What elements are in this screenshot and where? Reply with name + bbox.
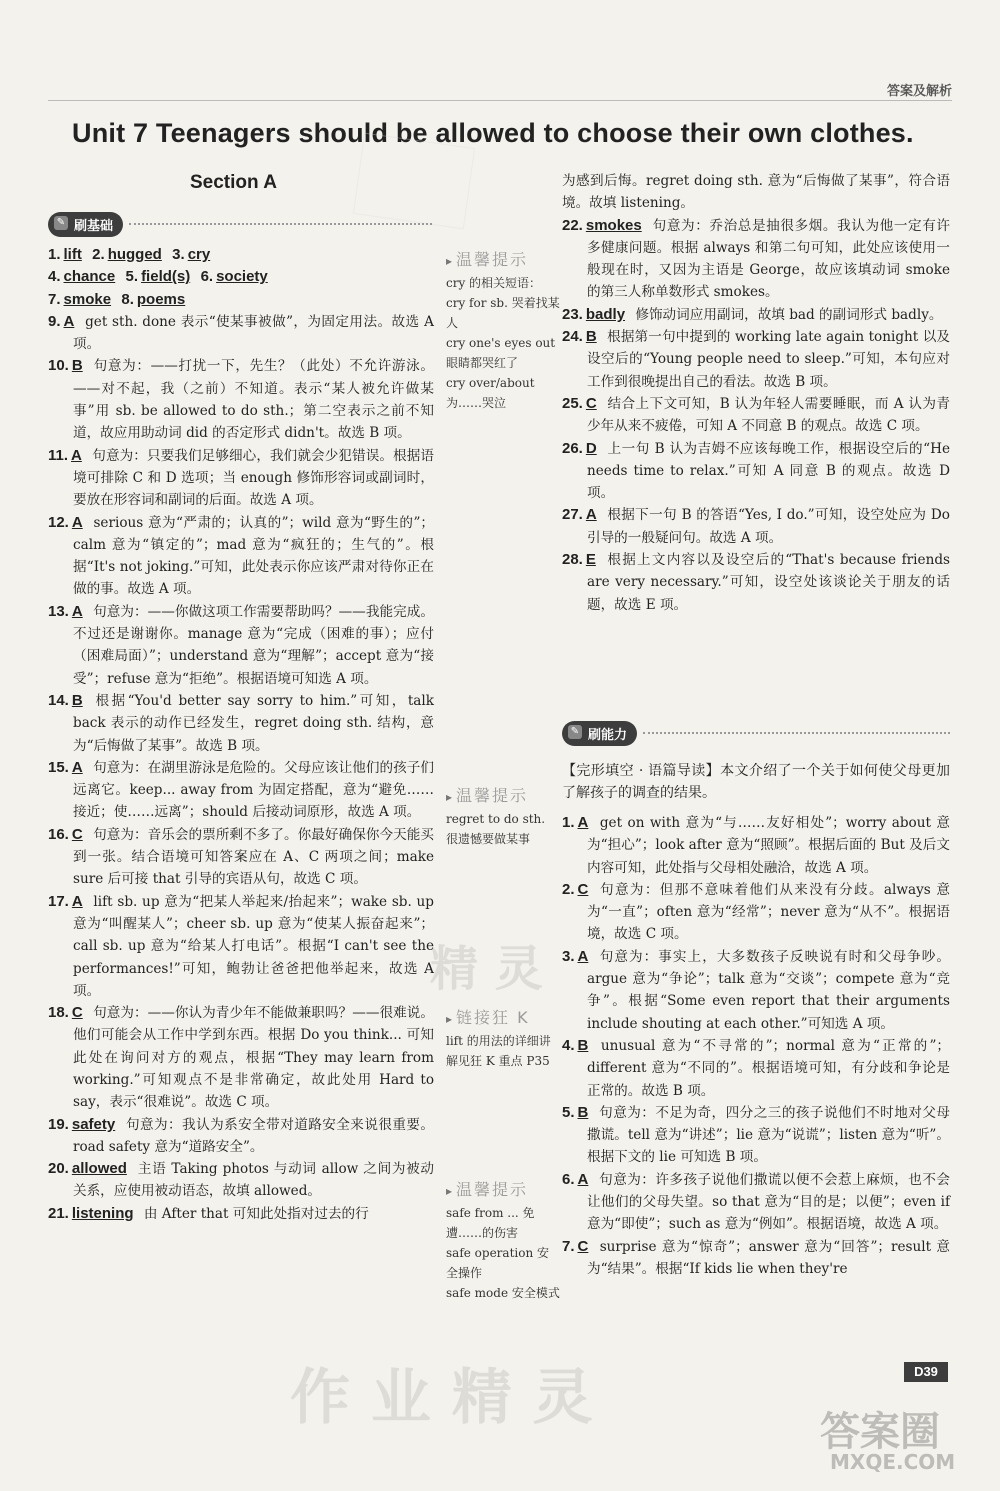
answer-item: 4. B unusual 意为“不寻常的”；normal 意为“正常的”；different 意为“不同的”。根据语境可知，有分歧和争论是正常的。故选 B 项。 <box>562 1036 950 1099</box>
badge-ability <box>562 720 950 746</box>
tip-line: cry over/about 为……哭泣 <box>446 376 535 410</box>
answer-item: 11. A 句意为：只要我们足够细心，我们就会少犯错误。根据语境可排除 C 和 D 选项；当 enough 修饰形容词或副词时，要放在形容词和副词的后面。故选 A 项。 <box>48 446 434 509</box>
cloze-intro <box>562 760 950 805</box>
pen-icon: ✎ <box>54 216 68 230</box>
dotted-rule <box>129 223 432 225</box>
tip-line: safe operation 安全操作 <box>446 1246 549 1280</box>
dotted-rule <box>643 732 950 734</box>
running-header: 答案及解析 <box>886 84 952 99</box>
badge-basic <box>48 211 432 237</box>
answer-item: 7. C surprise 意为“惊奇”；answer 意为“回答”；result 意为“结果”。根据“If kids lie when they're <box>562 1237 950 1277</box>
left-column <box>48 244 434 1225</box>
answer-item: 25. C 结合上下文可知，B 认为年轻人需要睡眠，而 A 认为青少年从来不疲倦，可知 A 不同意 B 的观点。故选 C 项。 <box>562 394 950 435</box>
watermark-logo: 作 业 精 灵 <box>290 1363 593 1433</box>
answer-item: 2. C 句意为：但那不意味着他们从来没有分歧。always 意为“一直”；often 意为“经常”；never 意为“从不”。根据语境，故选 C 项。 <box>562 880 950 943</box>
tip-line: regret to do sth. 很遗憾要做某事 <box>446 812 546 846</box>
watermark-logo: 精 灵 <box>430 941 543 997</box>
tip-box-2 <box>446 786 560 849</box>
answer-item: 27. A 根据下一句 B 的答语“Yes, I do.”可知，设空处应为 Do 引导的一般疑问句。故选 A 项。 <box>562 506 950 546</box>
section-heading: Section A <box>190 172 277 193</box>
tip-box-3 <box>446 1008 560 1071</box>
tip-title: ▸ 温馨提示 <box>446 1180 560 1201</box>
tip-line: safe from ... 免遭……的伤害 <box>446 1206 535 1240</box>
answer-item: 26. D 上一句 B 认为吉姆不应该每晚工作，根据设空后的“He needs time to relax.”可知 A 同意 B 的观点。故选 D 项。 <box>562 439 950 502</box>
tip-line: cry one's eyes out 眼睛都哭红了 <box>446 336 556 370</box>
badge-basic-label: 刷基础 <box>74 218 114 234</box>
answer-item: 22. smokes 句意为：乔治总是抽很多烟。我认为他一定有许多健康问题。根据 always 和第二句可知，此处应该使用一般现在时，又因为主语是 George，故应该填动词 smoke 的第三人称单数形式 smokes。 <box>562 216 950 301</box>
badge-ability-label: 刷能力 <box>588 727 628 743</box>
answer-item: 14. B 根据“You'd better say sorry to him.”可知，talk back 表示的动作已经发生，regret doing sth. 结构，意为“后悔做了某事”。故选 B 项。 <box>48 691 434 754</box>
answer-item: 23. badly 修饰动词应用副词，故填 bad 的副词形式 badly。 <box>562 305 943 323</box>
tip-line: lift 的用法的详细讲解见狂 K 重点 P35 <box>446 1034 551 1068</box>
right-column-top <box>562 170 950 616</box>
answer-item: 28. E 根据上文内容以及设空后的“That's because friends are very necessary.”可知，设空处该谈论关于朋友的话题，故选 E 项。 <box>562 551 950 613</box>
answer-item: 17. A lift sb. up 意为“把某人举起来/抬起来”；wake sb. up 意为“叫醒某人”；cheer sb. up 意为“使某人振奋起来”；call sb. up 意为“给某人打电话”。根据“I can't see the performances!”可知，鲍勃让爸爸把他举起来，故选 A 项。 <box>48 892 434 999</box>
answer-item: 13. A 句意为：——你做这项工作需要帮助吗？——我能完成。不过还是谢谢你。manage 意为“完成（困难的事）；应付（困难局面）”；understand 意为“理解”；accept 意为“接受”；refuse 意为“拒绝”。根据语境可知选 A 项。 <box>48 602 434 687</box>
watermark-logo: 答案圈 <box>820 1409 940 1455</box>
answer-item: 18. C 句意为：——你认为青少年不能做兼职吗？——很难说。他们可能会从工作中学到东西。根据 Do you think... 可知此处在询问对方的观点，根据“They may learn from working.”可知观点不是非常确定，故此处用 Hard to say，表示“很难说”。故选 C 项。 <box>48 1004 434 1111</box>
tip-box-1 <box>446 250 560 413</box>
tip-line: cry for sb. 哭着找某人 <box>446 296 560 330</box>
cloze-intro-text: 【完形填空 · 语篇导读】本文介绍了一个关于如何使父母更加了解孩子的调查的结果。 <box>562 763 950 802</box>
answer-item: 9. A get sth. done 表示“使某事被做”，为固定用法。故选 A 项。 <box>48 312 434 353</box>
answer-item: 21. listening 由 After that 可知此处指对过去的行 <box>48 1204 369 1222</box>
tip-title: ▸ 链接狂 K <box>446 1008 560 1029</box>
answer-item: 6. A 句意为：许多孩子说他们撒谎以便不会惹上麻烦，也不会让他们的父母失望。so that 意为“目的是；以便”；even if 意为“即使”；such as 意为“例如”。根据语境，故选 A 项。 <box>562 1170 950 1233</box>
answer-item: 4. chance 5. field(s) 6. society <box>48 268 268 286</box>
tip-box-4 <box>446 1180 560 1303</box>
tip-title: ▸ 温馨提示 <box>446 250 560 271</box>
watermark-logo: MXQE.COM <box>830 1450 956 1474</box>
page-number: D39 <box>904 1362 948 1382</box>
answer-item: 20. allowed 主语 Taking photos 与动词 allow 之间为被动关系，应使用被动语态，故填 allowed。 <box>48 1160 434 1200</box>
answer-item: 16. C 句意为：音乐会的票所剩不多了。你最好确保你今天能买到一张。结合语境可知答案应在 A、C 两项之间；make sure 后可接 that 引导的宾语从句，故选 C 项。 <box>48 825 434 888</box>
answer-item: 7. smoke 8. poems <box>48 290 186 308</box>
tip-title: ▸ 温馨提示 <box>446 786 560 807</box>
pen-icon: ✎ <box>568 725 582 739</box>
answer-item: 3. A 句意为：事实上，大多数孩子反映说有时和父母争吵。argue 意为“争论”；talk 意为“交谈”；compete 意为“竞争”。根据“Some even report that their arguments include shouting at each other.”可知选 A 项。 <box>562 947 950 1032</box>
answer-item: 19. safety 句意为：我认为系安全带对道路安全来说很重要。road safety 意为“道路安全”。 <box>48 1115 434 1155</box>
answer-item: 12. A serious 意为“严肃的；认真的”；wild 意为“野生的”；calm 意为“镇定的”；mad 意为“疯狂的；生气的”。根据“It's not joking.”可知，此处表示你应该严肃对待你正在做的事。故选 A 项。 <box>48 513 434 598</box>
tip-line: safe mode 安全模式 <box>446 1286 560 1300</box>
tip-line: cry 的相关短语： <box>446 276 542 290</box>
right-column-bottom <box>562 812 950 1280</box>
answer-item: 为感到后悔。regret doing sth. 意为“后悔做了某事”，符合语境。故填 listening。 <box>562 173 950 212</box>
answer-item: 5. B 句意为：不足为奇，四分之三的孩子说他们不时地对父母撒谎。tell 意为“讲述”；lie 意为“说谎”；listen 意为“听”。根据下文的 lie 可知选 B 项。 <box>562 1103 950 1166</box>
answer-item: 1. A get on with 意为“与……友好相处”；worry about 意为“担心”；look after 意为“照顾”。根据后面的 But 及后文内容可知，此处指与父母相处融洽，故选 A 项。 <box>562 814 950 876</box>
header-divider <box>48 100 952 101</box>
unit-title: Unit 7 Teenagers should be allowed to choose their own clothes. <box>72 118 914 148</box>
answer-item: 10. B 句意为：——打扰一下，先生？（此处）不允许游泳。——对不起，我（之前）不知道。表示“某人被允许做某事”用 sb. be allowed to do sth.；第二空表示之前不知道，故应用助动词 did 的否定形式 didn't。故选 B 项。 <box>48 357 434 442</box>
answer-item: 24. B 根据第一句中提到的 working late again tonight 以及设空后的“Young people need to sleep.”可知，本句应对工作到很晚提出自己的看法。故选 B 项。 <box>562 328 950 390</box>
answer-item: 1. lift 2. hugged 3. cry <box>48 246 211 263</box>
answer-item: 15. A 句意为：在湖里游泳是危险的。父母应该让他们的孩子们远离它。keep... away from 为固定搭配，意为“避免……接近；使……远离”；should 后接动词原形，故选 A 项。 <box>48 758 434 821</box>
